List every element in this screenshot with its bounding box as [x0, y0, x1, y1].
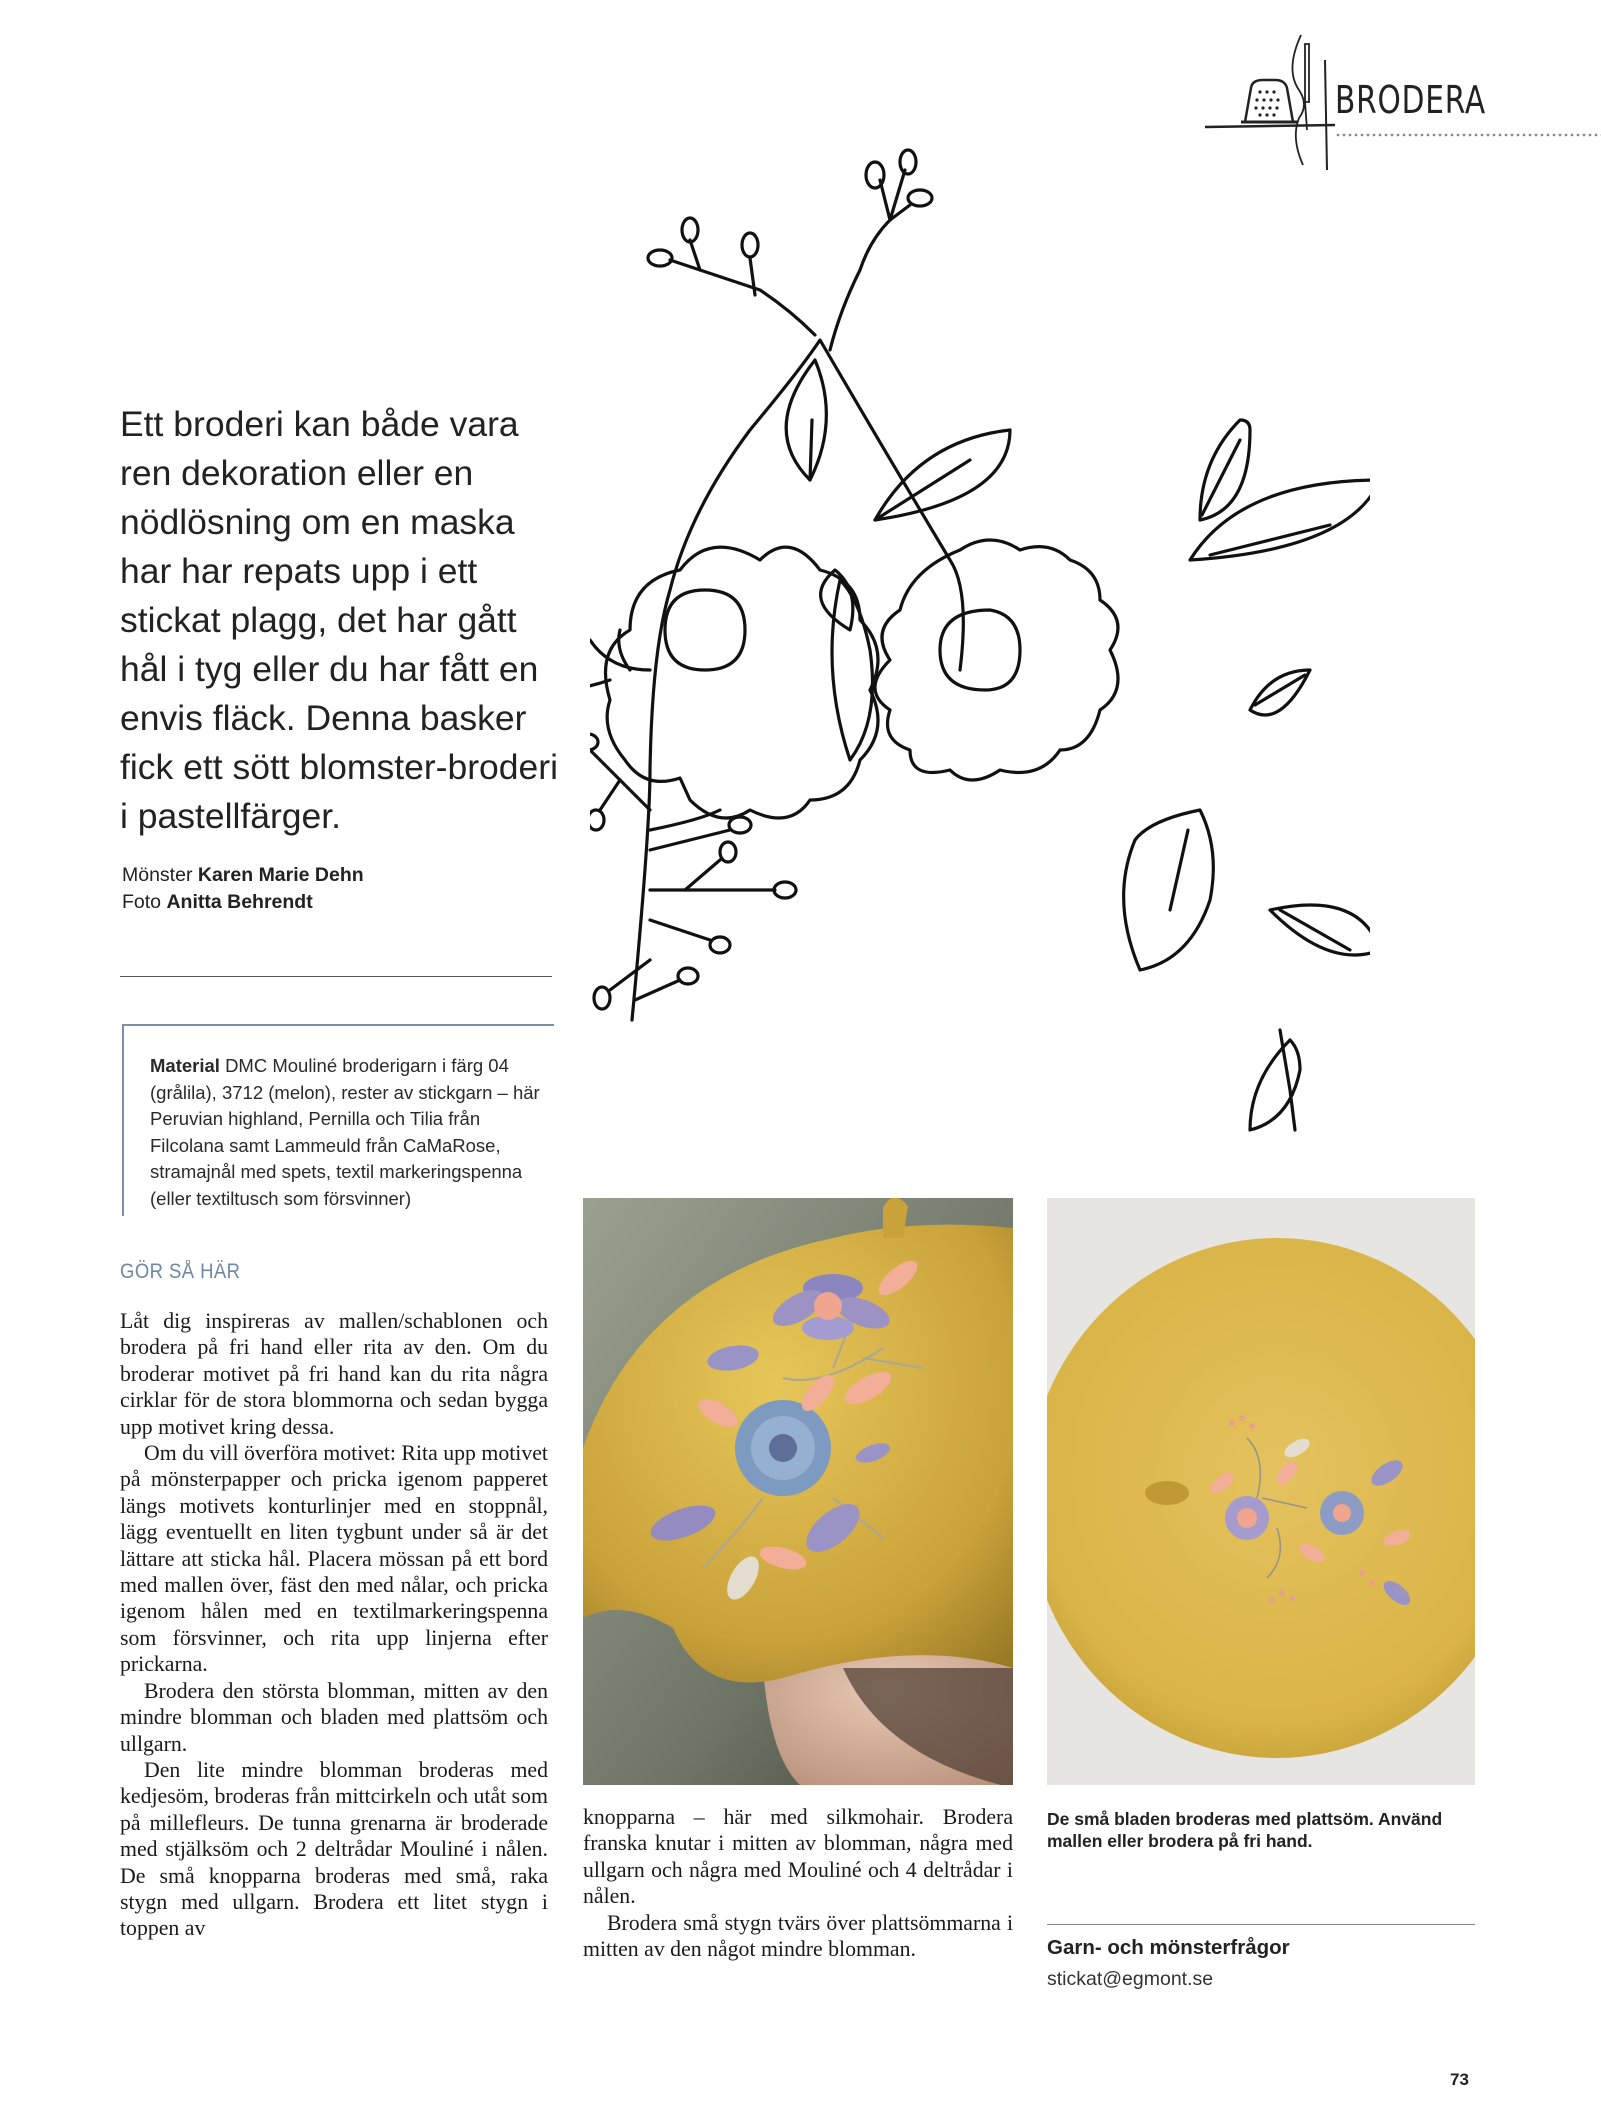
photo-credit — [122, 889, 562, 916]
material-list: DMC Mouliné broderigarn i färg 04 (grålila), 3712 (melon), rester av stickgarn – här Peruvian highland, Pernilla och Tilia från Filcolana samt Lammeuld från CaMaRose, stramajnål med spets, textil markeringspenna (eller textiltusch som försvinner) — [150, 1055, 540, 1209]
contact-heading: Garn- och mönsterfrågor — [1047, 1936, 1290, 1959]
photo-beret-worn — [583, 1198, 1013, 1785]
paragraph: Brodera den största blomman, mitten av den mindre blomman och bladen med plattsöm och ullgarn. — [120, 1678, 548, 1756]
material-label: Material — [150, 1055, 220, 1076]
instructions-heading: GÖR SÅ HÄR — [120, 1260, 241, 1283]
photo-author: Anitta Behrendt — [166, 891, 313, 913]
intro-divider — [120, 976, 552, 977]
pattern-credit — [122, 862, 562, 889]
photo-label: Foto — [122, 891, 162, 913]
paragraph: Om du vill överföra motivet: Rita upp motivet på mönsterpapper och pricka igenom papperet längs motivets konturlinjer med en stoppnål, lägg eventuellt en liten tygbunt under så är det lättare att sticka hål. Placera mössan på ett bord med mallen över, fäst den med nålar, och pricka igenom hålen med en textilmarkeringspenna som försvinner, och rita upp linjerna efter prickarna. — [120, 1441, 548, 1677]
header-dotted-rule — [1335, 132, 1601, 138]
credits — [122, 862, 562, 916]
section-title: BRODERA — [1335, 78, 1486, 122]
paragraph: Brodera små stygn tvärs över plattsömmarna i mitten av den något mindre blomman. — [583, 1910, 1013, 1962]
photo-caption: De små bladen broderas med plattsöm. Använd mallen eller brodera på fri hand. — [1047, 1809, 1443, 1851]
body-column-1 — [120, 1308, 548, 1942]
paragraph: Den lite mindre blomman broderas med kedjesöm, broderas från mittcirkeln och utåt som på millefleurs. De tunna grenarna är broderade med stjälksöm och 2 deltrådar Mouliné i nålen. De små knopparna broderas med små, raka stygn med ullgarn. Brodera ett litet stygn i toppen av — [120, 1757, 548, 1941]
caption-divider — [1047, 1924, 1475, 1925]
material-text — [150, 1053, 550, 1212]
embroidery-pattern-drawing — [590, 130, 1370, 1150]
pattern-label: Mönster — [122, 864, 193, 886]
photo-beret-flat — [1047, 1198, 1475, 1785]
embroidered-flower-blue — [735, 1400, 831, 1496]
body-column-2 — [583, 1804, 1013, 1962]
intro-text: Ett broderi kan både vara ren dekoration eller en nödlösning om en maska har har repats upp i ett stickat plagg, det har gått hål i tyg eller du har fått en envis fläck. Denna basker fick ett sött blomster-broderi i pastellfärger. — [120, 404, 558, 836]
pattern-author: Karen Marie Dehn — [197, 864, 364, 886]
contact-email-link[interactable]: stickat@egmont.se — [1047, 1968, 1214, 1990]
page-number: 73 — [1450, 2070, 1469, 2089]
paragraph: Låt dig inspireras av mallen/schablonen och brodera på fri hand eller rita av den. Om du broderar motivet på fri hand kan du rita några cirklar för de stora blommorna och sedan bygga upp motivet kring dessa. — [120, 1309, 548, 1439]
paragraph: knopparna – här med silkmohair. Brodera franska knutar i mitten av blomman, några med ullgarn och några med Mouliné och 4 deltrådar i nålen. — [583, 1805, 1013, 1909]
